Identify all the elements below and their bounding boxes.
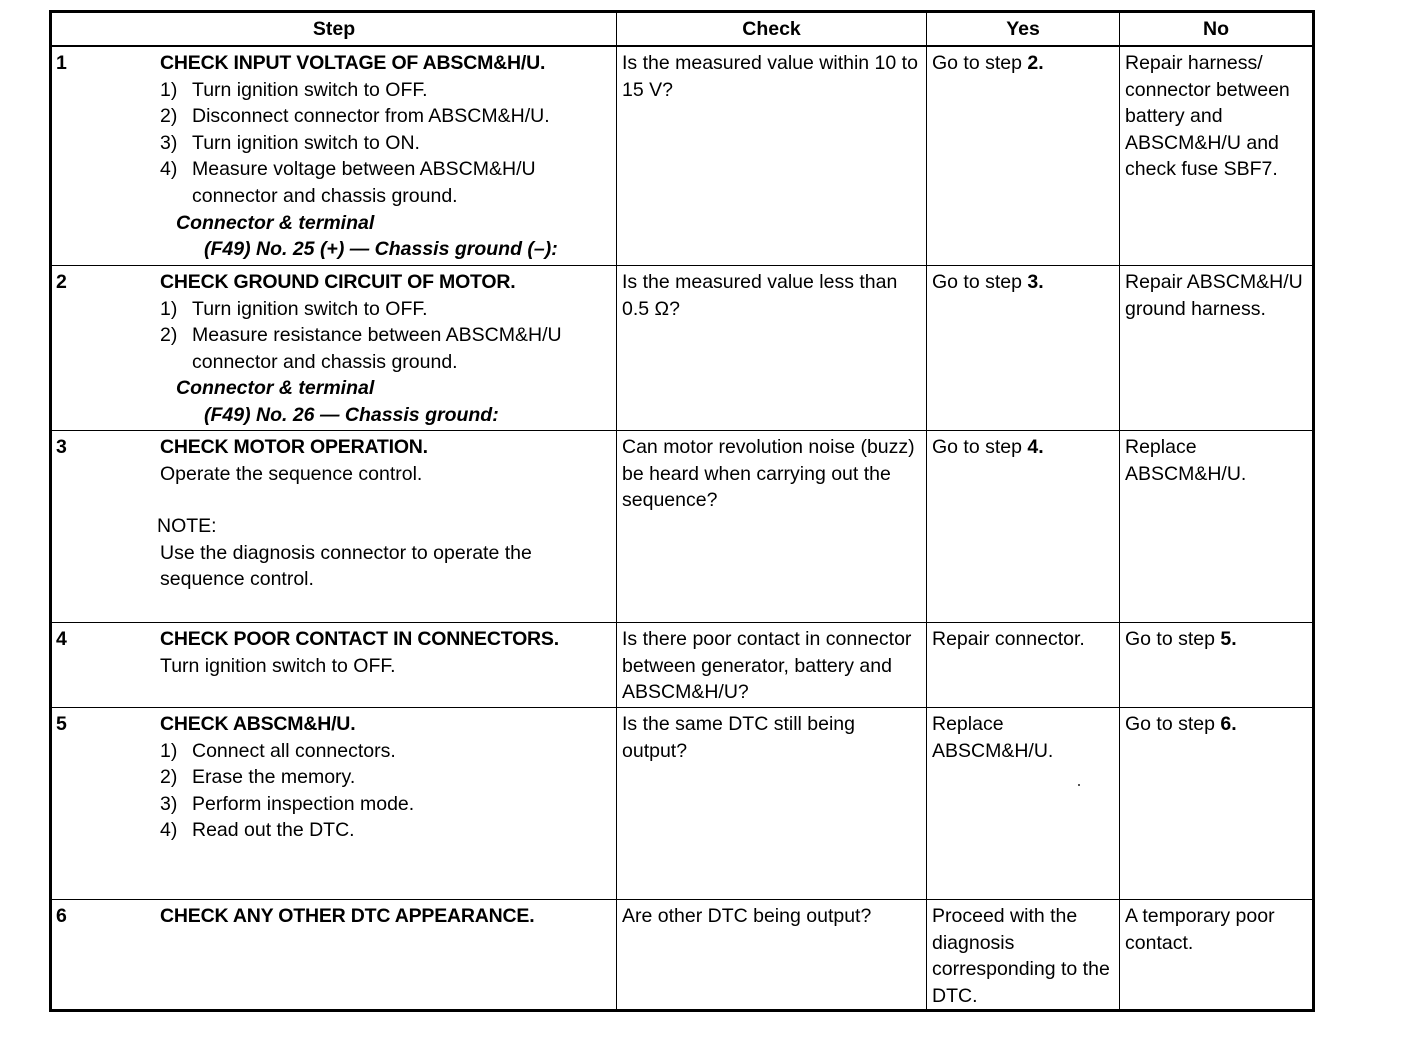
yes-cell: Go to step 4. [927,431,1120,623]
list-item: 4) Read out the DTC. [160,819,355,842]
table-row [51,900,1314,1011]
check-cell: Is the same DTC still being output? [617,708,927,900]
connector-label: Connector & terminal [176,211,375,234]
no-cell: Repair harness/ connector between battery and ABSCM&H/U and check fuse SBF7. [1120,46,1314,266]
list-item: 1) Connect all connectors. [160,739,396,762]
step-cell [51,623,617,708]
table-row [51,431,1314,623]
list-item: 2) Measure resistance between ABSCM&H/U connector and chassis ground. [160,324,562,373]
step-cell [51,900,617,1011]
note-label: NOTE: [157,515,217,538]
step-title: CHECK POOR CONTACT IN CONNECTORS. [160,628,559,650]
step-instruction: Operate the sequence control. [160,462,423,485]
list-item: 2) Erase the memory. [160,766,356,789]
list-item: 4) Measure voltage between ABSCM&H/U connector and chassis ground. [160,158,536,207]
goto-step: 2. [1027,52,1044,74]
goto-step: 6. [1220,713,1237,735]
step-number: 5 [56,713,67,735]
yes-cell: Proceed with the diagnosis corresponding to the DTC. [927,900,1120,1011]
list-item: 1) Turn ignition switch to OFF. [160,297,428,320]
yes-cell: Repair connector. [927,623,1120,708]
no-cell: Repair ABSCM&H/U ground harness. [1120,266,1314,431]
note-text: Use the diagnosis connector to operate the sequence control. [160,541,532,591]
step-instructions [160,738,612,844]
no-cell: A temporary poor contact. [1120,900,1314,1011]
connector-terminal: (F49) No. 26 — Chassis ground: [204,403,499,426]
step-title: CHECK GROUND CIRCUIT OF MOTOR. [160,271,516,293]
check-cell: Is the measured value within 10 to 15 V? [617,46,927,266]
step-instructions [160,296,612,376]
scan-speck [1078,784,1080,786]
list-item: 3) Turn ignition switch to ON. [160,131,420,154]
list-item: 3) Perform inspection mode. [160,792,415,815]
step-number: 6 [56,905,67,927]
list-item: 1) Turn ignition switch to OFF. [160,78,428,101]
no-cell: Go to step 6. [1120,708,1314,900]
step-cell [51,708,617,900]
step-instructions [160,77,612,210]
goto-step: 3. [1027,271,1044,293]
yes-cell: Go to step 2. [927,46,1120,266]
table-row [51,46,1314,266]
step-title: CHECK MOTOR OPERATION. [160,436,428,458]
header-no: No [1120,12,1314,47]
check-cell: Can motor revolution noise (buzz) be heard when carrying out the sequence? [617,431,927,623]
step-number: 4 [56,628,67,650]
yes-cell: Go to step 3. [927,266,1120,431]
step-cell [51,431,617,623]
step-instruction: Turn ignition switch to OFF. [160,654,396,677]
header-check: Check [617,12,927,47]
step-title: CHECK INPUT VOLTAGE OF ABSCM&H/U. [160,52,546,74]
table-row [51,708,1314,900]
table-row [51,623,1314,708]
goto-step: 4. [1027,436,1044,458]
table-row [51,266,1314,431]
no-cell: Replace ABSCM&H/U. [1120,431,1314,623]
connector-terminal: (F49) No. 25 (+) — Chassis ground (–): [204,238,558,261]
list-item: 2) Disconnect connector from ABSCM&H/U. [160,105,550,128]
yes-cell: Replace ABSCM&H/U. [927,708,1120,900]
goto-step: 5. [1220,628,1237,650]
step-number: 1 [56,52,67,74]
step-title: CHECK ABSCM&H/U. [160,713,356,735]
step-number: 3 [56,436,67,458]
diagnostic-table [49,10,1315,1012]
header-step: Step [51,12,617,47]
check-cell: Are other DTC being output? [617,900,927,1011]
header-row [51,12,1314,47]
step-cell [51,46,617,266]
check-cell: Is there poor contact in connector between generator, battery and ABSCM&H/U? [617,623,927,708]
connector-label: Connector & terminal [176,377,375,400]
step-cell [51,266,617,431]
step-number: 2 [56,271,67,293]
no-cell: Go to step 5. [1120,623,1314,708]
step-title: CHECK ANY OTHER DTC APPEARANCE. [160,905,535,927]
header-yes: Yes [927,12,1120,47]
check-cell: Is the measured value less than 0.5 Ω? [617,266,927,431]
